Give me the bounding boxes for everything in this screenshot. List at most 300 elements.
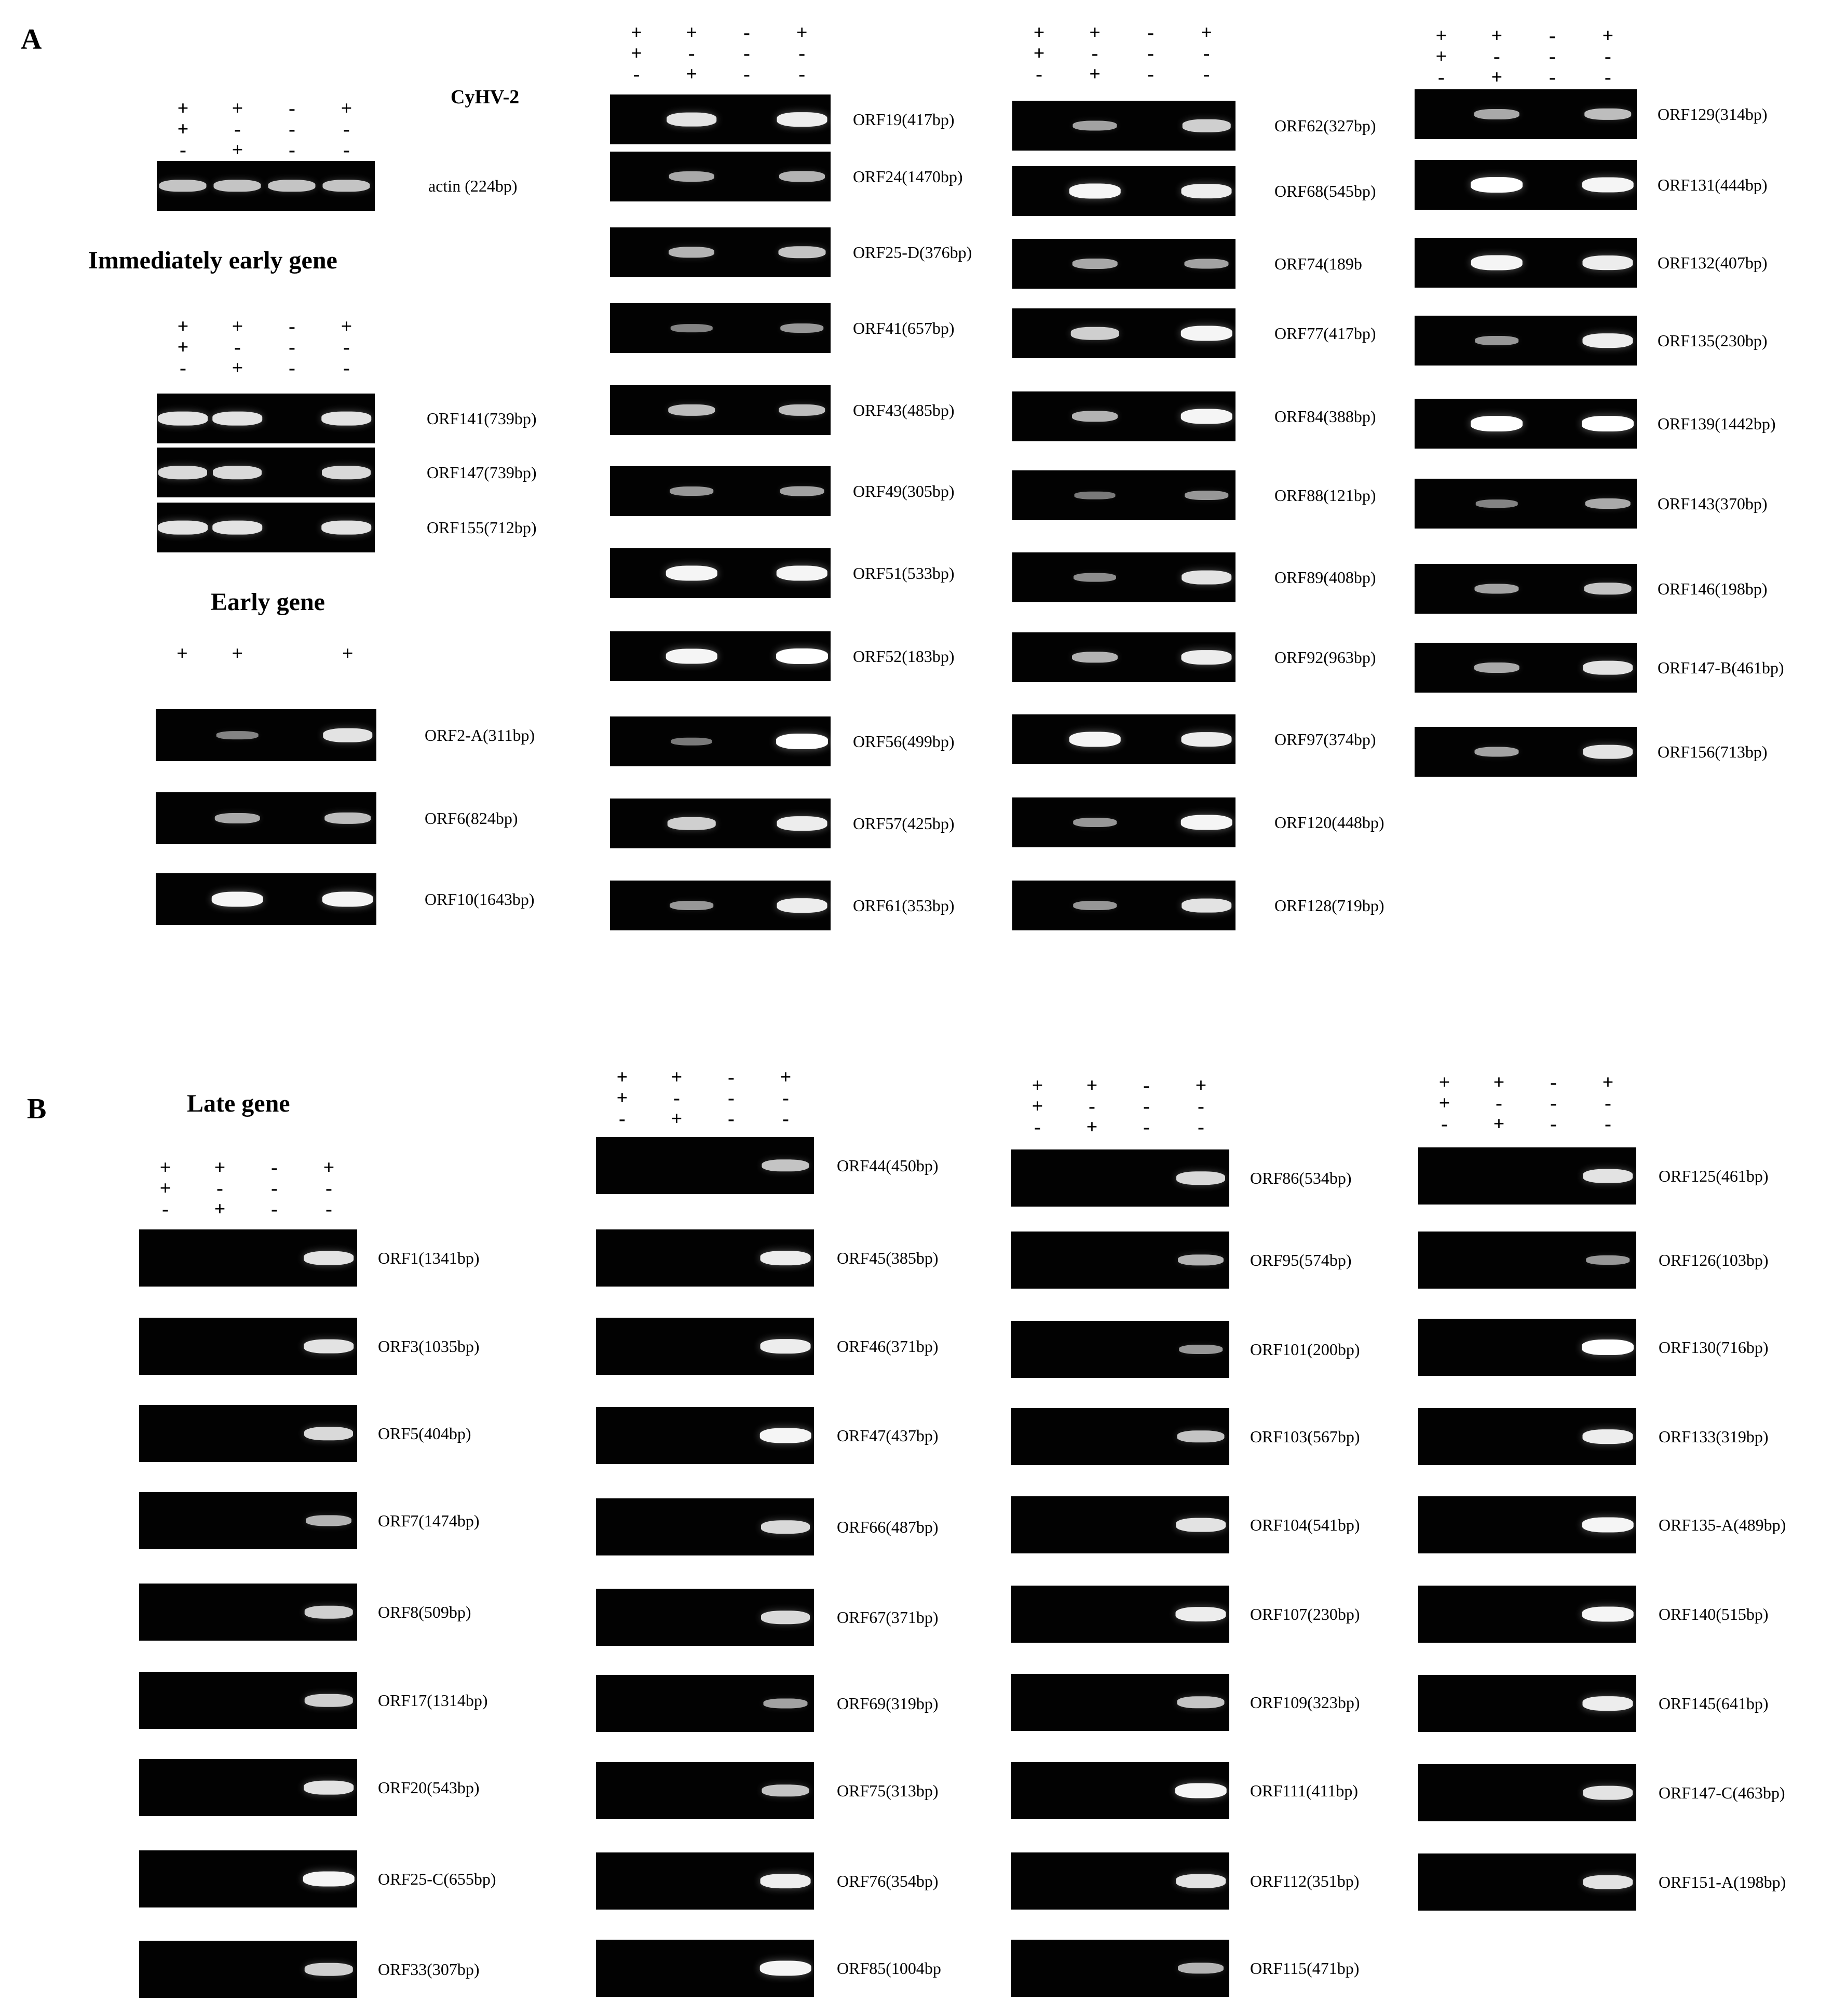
gel-label: ORF1(1341bp) bbox=[378, 1249, 480, 1267]
lane-sign: - bbox=[1143, 1095, 1150, 1117]
gel-label: ORF109(323bp) bbox=[1250, 1693, 1360, 1712]
gel-band bbox=[1074, 573, 1116, 582]
lane-sign: + bbox=[1438, 1092, 1450, 1114]
lane-sign: + bbox=[232, 643, 243, 665]
gel-image bbox=[596, 1498, 814, 1555]
gel-band bbox=[304, 1427, 353, 1440]
gel-image bbox=[610, 385, 831, 435]
gel-band bbox=[1182, 650, 1232, 665]
gel-band bbox=[322, 412, 372, 426]
lane-sign: - bbox=[743, 63, 750, 85]
gel-band bbox=[761, 1339, 811, 1354]
lane-sign: - bbox=[1143, 1116, 1150, 1138]
lane-sign: + bbox=[671, 1066, 683, 1088]
gel-band bbox=[322, 521, 372, 535]
gel-label: ORF147(739bp) bbox=[427, 463, 537, 482]
gel-image bbox=[157, 161, 375, 211]
gel-label: ORF101(200bp) bbox=[1250, 1340, 1360, 1359]
lane-sign: - bbox=[271, 1198, 278, 1220]
panel-a-letter: A bbox=[21, 23, 42, 56]
gel-band bbox=[1177, 1430, 1225, 1442]
gel-band bbox=[762, 1784, 809, 1796]
gel-label: ORF145(641bp) bbox=[1659, 1694, 1769, 1713]
lane-sign: - bbox=[1605, 66, 1611, 88]
gel-band bbox=[1176, 1874, 1226, 1888]
gel-band bbox=[1175, 1783, 1227, 1798]
lane-sign: - bbox=[619, 1108, 626, 1130]
lane-sign: - bbox=[289, 316, 295, 337]
lane-sign: - bbox=[782, 1108, 789, 1130]
gel-label: ORF7(1474bp) bbox=[378, 1511, 480, 1530]
lane-sign: - bbox=[1147, 22, 1154, 44]
gel-label: ORF131(444bp) bbox=[1658, 175, 1768, 194]
lane-sign: - bbox=[1143, 1075, 1150, 1097]
gel-band bbox=[669, 171, 714, 182]
lane-sign: - bbox=[688, 43, 695, 64]
gel-band bbox=[780, 486, 824, 496]
gel-image bbox=[1415, 564, 1637, 614]
gel-label: ORF76(354bp) bbox=[837, 1872, 939, 1890]
lane-sign: + bbox=[232, 316, 243, 337]
gel-image bbox=[1418, 1147, 1636, 1205]
gel-image bbox=[596, 1229, 814, 1287]
gel-band bbox=[1069, 184, 1121, 199]
lane-sign: + bbox=[1033, 43, 1045, 64]
gel-band bbox=[669, 247, 714, 258]
lane-sign: - bbox=[343, 139, 350, 161]
gel-image bbox=[596, 1589, 814, 1646]
gel-band bbox=[305, 1606, 353, 1619]
gel-band bbox=[671, 738, 712, 746]
gel-band bbox=[670, 486, 714, 496]
lane-sign: + bbox=[177, 336, 189, 358]
gel-image bbox=[1011, 1408, 1229, 1465]
gel-band bbox=[1583, 661, 1633, 675]
gel-image bbox=[1418, 1408, 1636, 1465]
lane-sign: + bbox=[1438, 1072, 1450, 1093]
lane-sign: + bbox=[176, 643, 188, 665]
gel-image bbox=[596, 1407, 814, 1464]
gel-band bbox=[1583, 1696, 1633, 1711]
lane-sign: - bbox=[728, 1066, 735, 1088]
gel-band bbox=[303, 1872, 355, 1887]
lane-sign: - bbox=[1147, 63, 1154, 85]
gel-image bbox=[1012, 166, 1235, 216]
gel-label: ORF75(313bp) bbox=[837, 1781, 939, 1800]
gel-band bbox=[322, 892, 374, 907]
gel-image bbox=[1418, 1586, 1636, 1643]
gel-band bbox=[1181, 409, 1232, 424]
gel-band bbox=[1474, 662, 1519, 673]
lane-sign: - bbox=[271, 1178, 278, 1199]
gel-band bbox=[777, 566, 828, 581]
gel-band bbox=[1582, 178, 1634, 193]
gel-band bbox=[1583, 745, 1633, 759]
lane-sign: + bbox=[1435, 46, 1447, 67]
lane-sign: - bbox=[180, 139, 186, 161]
lane-sign: - bbox=[1203, 43, 1210, 64]
gel-image bbox=[610, 548, 831, 598]
gel-label: ORF20(543bp) bbox=[378, 1778, 480, 1797]
gel-label: ORF57(425bp) bbox=[853, 814, 955, 833]
lane-sign: - bbox=[325, 1178, 332, 1199]
gel-label: ORF6(824bp) bbox=[425, 809, 518, 828]
lane-sign: + bbox=[177, 98, 189, 119]
gel-image bbox=[596, 1675, 814, 1732]
lane-sign: - bbox=[728, 1087, 735, 1109]
lane-sign: - bbox=[1605, 1092, 1611, 1114]
gel-image bbox=[1418, 1853, 1636, 1911]
gel-band bbox=[1071, 327, 1119, 340]
gel-band bbox=[1471, 416, 1523, 431]
gel-band bbox=[1185, 491, 1228, 500]
lane-sign: - bbox=[1441, 1113, 1448, 1135]
lane-sign: + bbox=[159, 1157, 171, 1179]
gel-image bbox=[1012, 470, 1235, 520]
late-gene-title: Late gene bbox=[187, 1090, 290, 1117]
lane-sign: + bbox=[1086, 1075, 1098, 1097]
gel-image bbox=[139, 1405, 357, 1462]
gel-band bbox=[667, 113, 717, 127]
gel-image bbox=[139, 1672, 357, 1729]
gel-band bbox=[1176, 1607, 1226, 1621]
gel-band bbox=[1181, 326, 1232, 341]
gel-band bbox=[671, 324, 713, 332]
lane-sign: - bbox=[1036, 63, 1042, 85]
gel-band bbox=[1073, 121, 1117, 131]
gel-label: ORF125(461bp) bbox=[1659, 1167, 1769, 1185]
lane-sign: - bbox=[1605, 1113, 1611, 1135]
gel-label: ORF45(385bp) bbox=[837, 1249, 939, 1267]
gel-band bbox=[669, 404, 715, 416]
lane-sign: - bbox=[1034, 1116, 1041, 1138]
lane-sign: - bbox=[180, 357, 186, 379]
gel-image bbox=[1011, 1762, 1229, 1819]
gel-image bbox=[1418, 1319, 1636, 1376]
gel-band bbox=[323, 180, 370, 192]
lane-sign: - bbox=[289, 98, 295, 119]
gel-image bbox=[1415, 316, 1637, 366]
gel-label: ORF126(103bp) bbox=[1659, 1251, 1769, 1269]
gel-band bbox=[304, 1340, 354, 1354]
gel-label: ORF88(121bp) bbox=[1274, 486, 1376, 505]
gel-band bbox=[760, 1428, 811, 1443]
gel-image bbox=[1011, 1586, 1229, 1643]
gel-label: ORF132(407bp) bbox=[1658, 253, 1768, 272]
gel-band bbox=[776, 734, 828, 749]
lane-sign: - bbox=[1147, 43, 1154, 64]
lane-sign: + bbox=[1602, 25, 1614, 47]
lane-sign: + bbox=[342, 643, 354, 665]
gel-image bbox=[139, 1584, 357, 1641]
lane-sign: + bbox=[232, 139, 243, 161]
gel-image bbox=[610, 466, 831, 516]
lane-sign: - bbox=[728, 1108, 735, 1130]
gel-label: ORF33(307bp) bbox=[378, 1960, 480, 1979]
gel-label: ORF3(1035bp) bbox=[378, 1337, 480, 1356]
gel-image bbox=[1011, 1496, 1229, 1553]
gel-image bbox=[139, 1492, 357, 1549]
lane-sign: - bbox=[743, 43, 750, 64]
gel-label: ORF112(351bp) bbox=[1250, 1872, 1360, 1890]
lane-sign: + bbox=[1201, 22, 1212, 44]
gel-label: ORF146(198bp) bbox=[1658, 579, 1768, 598]
gel-label: ORF2-A(311bp) bbox=[425, 726, 535, 745]
lane-sign: - bbox=[234, 118, 241, 140]
gel-image bbox=[1012, 101, 1235, 151]
lane-sign: - bbox=[798, 63, 806, 85]
gel-label: ORF95(574bp) bbox=[1250, 1251, 1352, 1269]
gel-label: ORF135-A(489bp) bbox=[1659, 1516, 1786, 1534]
lane-sign: + bbox=[631, 43, 642, 64]
gel-image bbox=[610, 799, 831, 848]
lane-sign: - bbox=[216, 1178, 223, 1199]
lane-sign: - bbox=[289, 118, 295, 140]
gel-band bbox=[306, 1515, 351, 1526]
gel-image bbox=[157, 503, 375, 552]
lane-sign: + bbox=[671, 1108, 683, 1130]
gel-image bbox=[139, 1941, 357, 1998]
gel-band bbox=[1474, 109, 1519, 119]
gel-label: ORF19(417bp) bbox=[853, 110, 955, 129]
gel-image bbox=[1012, 714, 1235, 764]
lane-sign: + bbox=[780, 1066, 792, 1088]
lane-sign: - bbox=[343, 357, 350, 379]
gel-image bbox=[1415, 89, 1637, 139]
gel-band bbox=[1178, 1963, 1224, 1973]
gel-band bbox=[1583, 333, 1633, 348]
gel-band bbox=[213, 412, 263, 426]
gel-image bbox=[1418, 1675, 1636, 1732]
lane-sign: - bbox=[673, 1087, 680, 1109]
lane-sign: - bbox=[1496, 1092, 1502, 1114]
lane-sign: - bbox=[289, 357, 295, 379]
gel-band bbox=[779, 404, 825, 416]
gel-label: ORF140(515bp) bbox=[1659, 1605, 1769, 1623]
gel-image bbox=[1418, 1232, 1636, 1289]
gel-band bbox=[1585, 498, 1631, 509]
gel-image bbox=[610, 152, 831, 201]
lane-sign: - bbox=[162, 1198, 169, 1220]
gel-band bbox=[777, 112, 827, 127]
gel-band bbox=[778, 246, 825, 258]
gel-band bbox=[776, 648, 828, 664]
gel-label: ORF92(963bp) bbox=[1274, 648, 1376, 667]
gel-band bbox=[159, 180, 207, 192]
lane-sign: + bbox=[631, 22, 642, 44]
gel-label: ORF17(1314bp) bbox=[378, 1691, 488, 1710]
gel-label: ORF141(739bp) bbox=[427, 409, 537, 428]
gel-image bbox=[157, 394, 375, 443]
lane-sign: - bbox=[289, 139, 295, 161]
lane-sign: - bbox=[1493, 46, 1500, 67]
lane-sign: + bbox=[1031, 1075, 1043, 1097]
gel-image bbox=[139, 1759, 357, 1816]
gel-band bbox=[1584, 583, 1632, 594]
lane-sign: + bbox=[177, 118, 189, 140]
lane-sign: - bbox=[289, 336, 295, 358]
gel-band bbox=[1475, 336, 1519, 345]
gel-image bbox=[596, 1318, 814, 1375]
gel-band bbox=[780, 323, 824, 333]
lane-sign: + bbox=[1031, 1095, 1043, 1117]
gel-band bbox=[1073, 901, 1117, 910]
gel-band bbox=[1583, 1429, 1633, 1444]
gel-image bbox=[1415, 238, 1637, 288]
gel-label: ORF147-B(461bp) bbox=[1658, 658, 1784, 677]
gel-label: ORF77(417bp) bbox=[1274, 324, 1376, 343]
lane-sign: + bbox=[214, 1198, 226, 1220]
lane-sign: + bbox=[341, 98, 352, 119]
lane-sign: - bbox=[1549, 66, 1556, 88]
gel-band bbox=[215, 813, 260, 823]
lane-sign: - bbox=[782, 1087, 789, 1109]
gel-band bbox=[1582, 1518, 1634, 1533]
gel-band bbox=[1072, 411, 1118, 422]
gel-label: ORF133(319bp) bbox=[1659, 1427, 1769, 1446]
lane-sign: - bbox=[1091, 43, 1098, 64]
gel-image bbox=[1011, 1149, 1229, 1207]
gel-image bbox=[1415, 160, 1637, 210]
gel-label: ORF86(534bp) bbox=[1250, 1169, 1352, 1187]
gel-image bbox=[1011, 1940, 1229, 1997]
gel-band bbox=[1582, 416, 1634, 431]
gel-band bbox=[1583, 1875, 1633, 1889]
gel-image bbox=[596, 1940, 814, 1997]
gel-band bbox=[268, 180, 316, 192]
gel-band bbox=[324, 813, 371, 824]
gel-band bbox=[304, 1781, 354, 1795]
lane-sign: - bbox=[1550, 1092, 1557, 1114]
gel-label: ORF69(319bp) bbox=[837, 1694, 939, 1713]
gel-band bbox=[1072, 259, 1118, 269]
lane-sign: + bbox=[341, 316, 352, 337]
gel-band bbox=[305, 1694, 353, 1707]
lane-sign: - bbox=[325, 1198, 332, 1220]
gel-image bbox=[1418, 1496, 1636, 1553]
lane-sign: + bbox=[1089, 22, 1101, 44]
gel-image bbox=[1415, 479, 1637, 529]
lane-sign: - bbox=[798, 43, 806, 64]
gel-label: ORF129(314bp) bbox=[1658, 105, 1768, 124]
lane-sign: + bbox=[1089, 63, 1101, 85]
gel-image bbox=[610, 881, 831, 930]
lane-sign: - bbox=[1605, 46, 1611, 67]
gel-band bbox=[777, 898, 827, 913]
lane-sign: + bbox=[796, 22, 808, 44]
lane-sign: + bbox=[616, 1087, 628, 1109]
gel-label: ORF139(1442bp) bbox=[1658, 414, 1776, 433]
gel-band bbox=[1583, 1786, 1633, 1800]
lane-sign: + bbox=[1195, 1075, 1207, 1097]
lane-sign: + bbox=[686, 63, 698, 85]
lane-sign: + bbox=[1493, 1113, 1505, 1135]
lane-sign: - bbox=[1438, 66, 1445, 88]
gel-band bbox=[1476, 499, 1518, 508]
gel-label: ORF97(374bp) bbox=[1274, 730, 1376, 749]
lane-sign: + bbox=[323, 1157, 335, 1179]
gel-band bbox=[762, 1159, 809, 1171]
gel-band bbox=[1183, 119, 1231, 132]
gel-image bbox=[139, 1229, 357, 1287]
gel-label: ORF5(404bp) bbox=[378, 1424, 471, 1443]
gel-band bbox=[1182, 184, 1232, 198]
lane-sign: + bbox=[1435, 25, 1447, 47]
gel-label: ORF10(1643bp) bbox=[425, 890, 535, 909]
gel-image bbox=[1012, 391, 1235, 441]
lane-sign: - bbox=[633, 63, 640, 85]
gel-image bbox=[157, 448, 375, 497]
gel-label: ORF103(567bp) bbox=[1250, 1427, 1360, 1446]
gel-label: ORF84(388bp) bbox=[1274, 407, 1376, 426]
gel-band bbox=[764, 1699, 808, 1709]
gel-image bbox=[610, 227, 831, 277]
gel-band bbox=[1176, 1518, 1226, 1532]
gel-image bbox=[1011, 1232, 1229, 1289]
gel-band bbox=[1185, 259, 1229, 269]
gel-image bbox=[156, 709, 376, 761]
gel-band bbox=[304, 1251, 354, 1265]
gel-label: ORF61(353bp) bbox=[853, 896, 955, 915]
gel-band bbox=[668, 817, 716, 830]
gel-image bbox=[1011, 1674, 1229, 1731]
gel-band bbox=[761, 1611, 810, 1624]
lane-sign: - bbox=[343, 336, 350, 358]
gel-label: ORF151-A(198bp) bbox=[1659, 1873, 1786, 1891]
gel-band bbox=[158, 521, 208, 535]
gel-band bbox=[666, 649, 717, 664]
lane-sign: + bbox=[686, 22, 698, 44]
gel-band bbox=[323, 728, 373, 742]
gel-label: ORF24(1470bp) bbox=[853, 167, 963, 186]
gel-band bbox=[1582, 1340, 1634, 1355]
gel-image bbox=[139, 1850, 357, 1907]
gel-band bbox=[158, 412, 208, 426]
gel-band bbox=[1178, 1254, 1224, 1265]
gel-label: ORF89(408bp) bbox=[1274, 568, 1376, 587]
gel-band bbox=[1583, 255, 1633, 270]
lane-sign: - bbox=[271, 1157, 278, 1179]
gel-label: ORF111(411bp) bbox=[1250, 1781, 1358, 1800]
gel-label: ORF47(437bp) bbox=[837, 1426, 939, 1445]
gel-label: ORF43(485bp) bbox=[853, 401, 955, 420]
gel-image bbox=[1415, 727, 1637, 777]
gel-band bbox=[1179, 1345, 1223, 1354]
gel-band bbox=[779, 171, 825, 182]
gel-band bbox=[305, 1963, 353, 1976]
gel-label: ORF8(509bp) bbox=[378, 1603, 471, 1621]
gel-band bbox=[158, 466, 207, 479]
gel-label: ORF115(471bp) bbox=[1250, 1959, 1360, 1978]
cyhv2-label: CyHV-2 bbox=[451, 86, 520, 108]
lane-sign: - bbox=[234, 336, 241, 358]
gel-label: ORF68(545bp) bbox=[1274, 182, 1376, 200]
gel-band bbox=[1182, 732, 1232, 747]
gel-band bbox=[1073, 818, 1117, 827]
gel-band bbox=[1182, 899, 1231, 913]
gel-label: ORF74(189b bbox=[1274, 254, 1362, 273]
lane-sign: + bbox=[1033, 22, 1045, 44]
gel-band bbox=[1475, 747, 1519, 757]
gel-image bbox=[1012, 881, 1235, 930]
gel-label: ORF143(370bp) bbox=[1658, 494, 1768, 513]
gel-label: ORF66(487bp) bbox=[837, 1518, 939, 1536]
gel-label: ORF85(1004bp bbox=[837, 1959, 941, 1978]
gel-label: ORF49(305bp) bbox=[853, 482, 955, 500]
gel-label: ORF130(716bp) bbox=[1659, 1338, 1769, 1357]
gel-label: actin (224bp) bbox=[428, 177, 518, 195]
gel-image bbox=[156, 873, 376, 925]
